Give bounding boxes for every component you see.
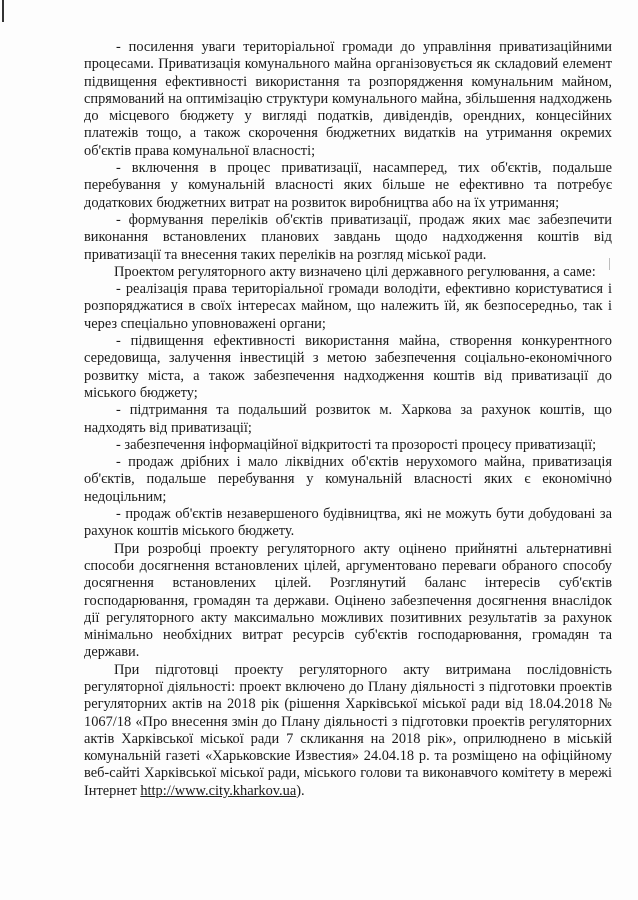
paragraph: - підтримання та подальший розвиток м. Харкова за рахунок коштів, що надходять від приватизації; bbox=[84, 402, 612, 436]
paragraph: - продаж об'єктів незавершеного будівництва, які не можуть бути добудовані за рахунок коштів міського бюджету. bbox=[84, 506, 612, 540]
paragraph: - формування переліків об'єктів приватизації, продаж яких має забезпечити виконання встановлених планових завдань щодо надходження коштів від приватизації та внесення таких переліків на розгляд міської ради. bbox=[84, 211, 612, 263]
paragraph: - підвищення ефективності використання майна, створення конкурентного середовища, залучення інвестицій з метою забезпечення соціально-економічного розвитку міста, а також забезпечення надходження коштів від приватизації до міського бюджету; bbox=[84, 333, 612, 401]
paragraph: - посилення уваги територіальної громади до управління приватизаційними процесами. Приватизація комунального майна організовується як складовий елемент підвищення ефективності використання та розпорядження комунальним майном, спрямований на оптимізацію структури комунального майна, збільшення надходжень до місцевого бюджету у вигляді податків, дивідендів, орендних, концесійних платежів тощо, а також скорочення бюджетних видатків на утримання окремих об'єктів права комунальної власності; bbox=[84, 39, 612, 159]
website-link[interactable]: http://www.city.kharkov.ua bbox=[140, 782, 297, 799]
document-body bbox=[84, 39, 612, 800]
paragraph: - включення в процес приватизації, насамперед, тих об'єктів, подальше перебування у комунальній власності яких більше не ефективно та потребує додаткових бюджетних витрат на розвиток виробництва або на їх утримання; bbox=[84, 160, 612, 211]
paragraph: - забезпечення інформаційної відкритості та прозорості процесу приватизації; bbox=[116, 436, 597, 453]
paragraph: При розробці проекту регуляторного акту оцінено прийнятні альтернативні способи досягнення встановлених цілей, аргументовано переваги обраного способу досягнення встановлених цілей. Розглянутий баланс інтересів суб'єктів господарювання, громадян та держави. Оцінено забезпечення досягнення внаслідок дії регуляторного акту максимально можливих позитивних результатів за рахунок мінімально необхідних витрат ресурсів суб'єктів господарювання, громадян та держави. bbox=[84, 540, 612, 661]
paragraph: - реалізація права територіальної громади володіти, ефективно користуватися і розпоряджатися в своїх інтересах майном, що належить їй, як безпосередньо, так і через спеціально уповноважені органи; bbox=[84, 281, 612, 332]
paragraph: Проектом регуляторного акту визначено цілі державного регулювання, а саме: bbox=[114, 263, 596, 280]
paragraph-text-end: ). bbox=[296, 782, 305, 799]
paragraph-text: При підготовці проекту регуляторного акту витримана послідовність регуляторної діяльності: проект включено до Плану діяльності з підготовки проектів регуляторних актів на 2018 рік (рішення Харківської міської ради від 18.04.2018 № 1067/18 «Про внесення змін до Плану діяльності з підготовки проектів регуляторних актів Харківської міської ради 7 скликання на 2018 рік», оприлюднено в міській комунальній газеті «Харьковские Известия» 24.04.18 р. та розміщено на офіційному веб-сайті Харківської міської ради, міського голови та виконавчого комітету в мережі Інтернет bbox=[84, 661, 612, 799]
paragraph: - продаж дрібних і мало ліквідних об'єктів нерухомого майна, приватизація об'єктів, подальше перебування у комунальній власності яких є економічно недоцільним; bbox=[84, 454, 612, 505]
scan-edge-mark bbox=[2, 0, 4, 22]
paragraph-final bbox=[84, 662, 612, 800]
